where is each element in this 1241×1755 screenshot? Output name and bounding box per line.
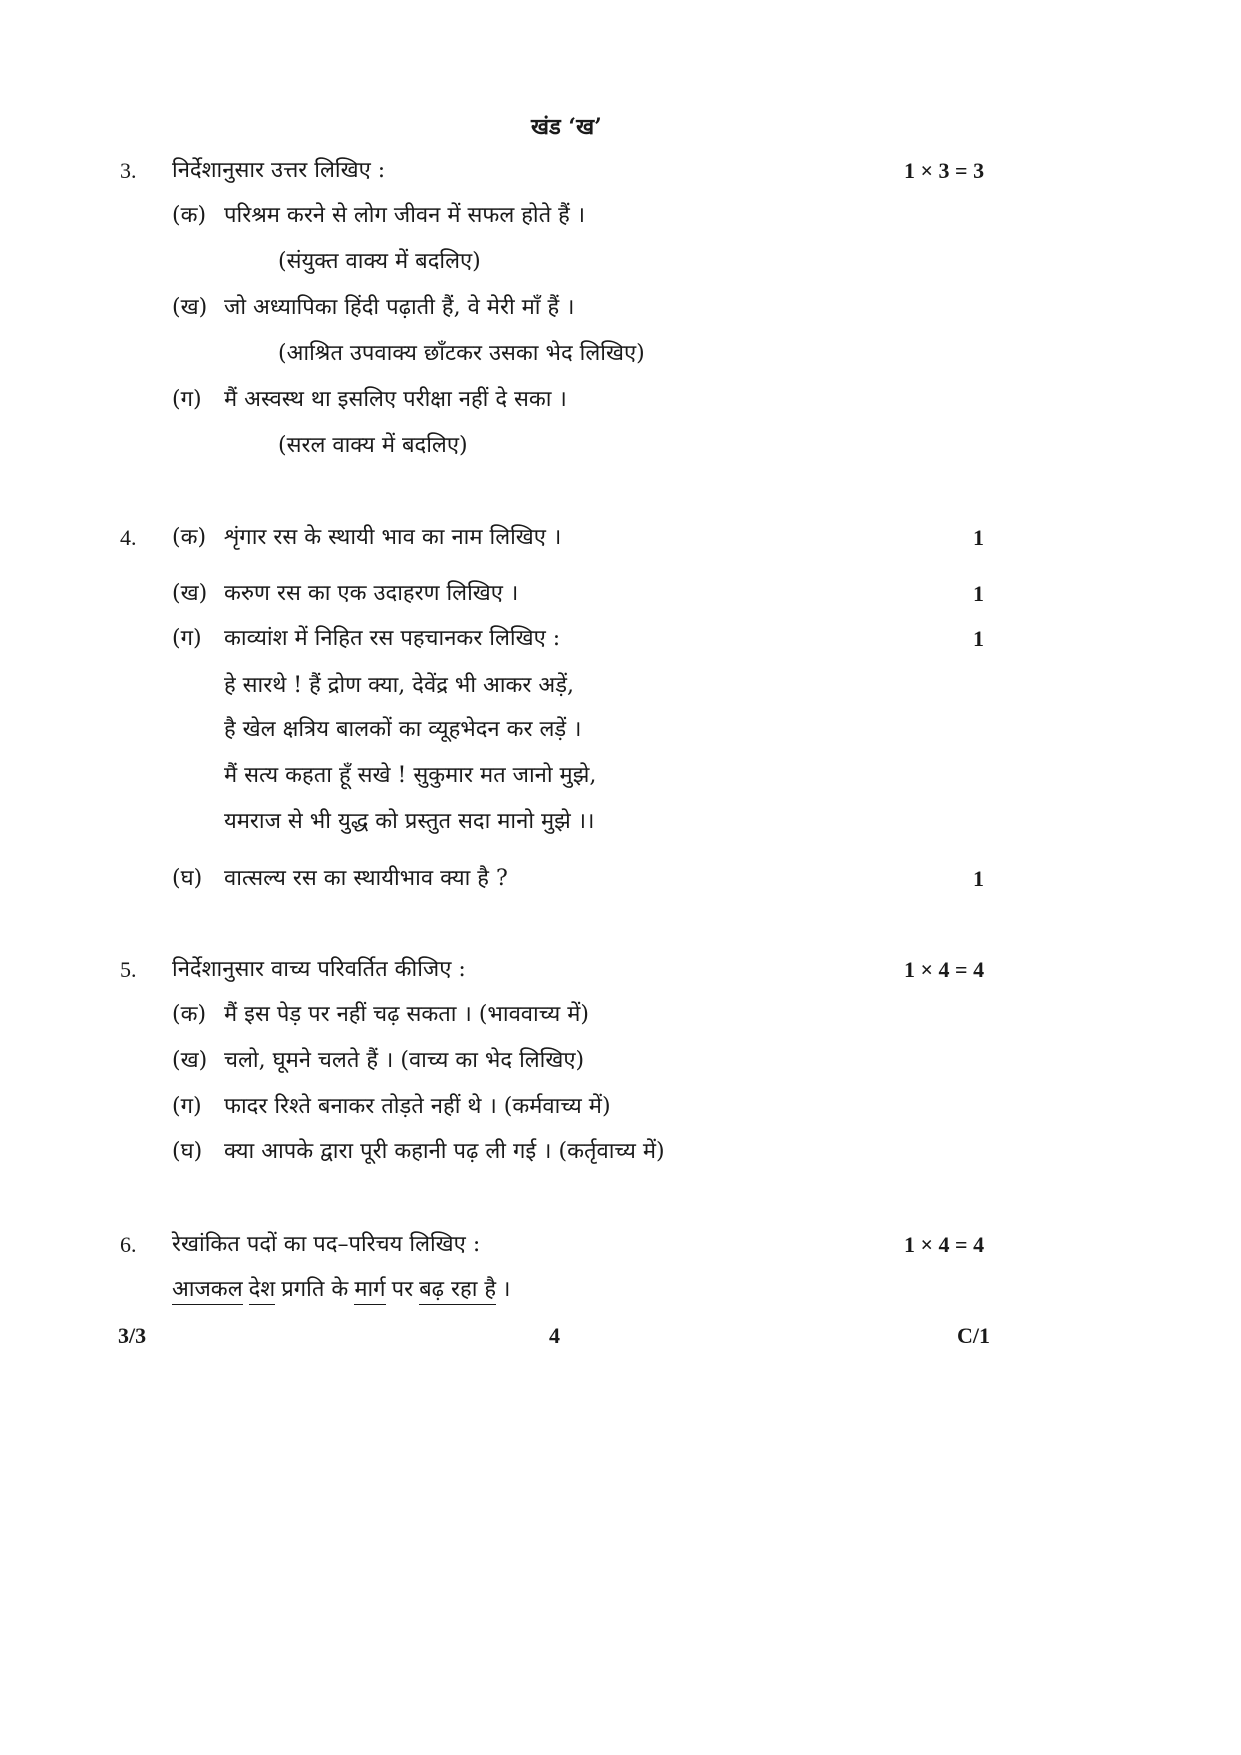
question-3-number: 3. (120, 158, 137, 183)
q4-part-g-label: (ग) (172, 626, 202, 651)
question-3-text: निर्देशानुसार उत्तर लिखिए : (172, 158, 386, 183)
q3-part-k-text: परिश्रम करने से लोग जीवन में सफल होते हैं । (224, 203, 586, 228)
question-5-text: निर्देशानुसार वाच्य परिवर्तित कीजिए : (172, 957, 466, 982)
q4-part-k-text: शृंगार रस के स्थायी भाव का नाम लिखिए । (224, 525, 562, 550)
q6-word-par: पर (391, 1277, 414, 1302)
poem-line-2: है खेल क्षत्रिय बालकों का व्यूहभेदन कर लड़ें । (224, 717, 582, 742)
q6-sentence-end: । (502, 1277, 511, 1302)
q5-part-gh-label: (घ) (172, 1139, 203, 1164)
q5-part-g-label: (ग) (172, 1094, 202, 1119)
q4-part-kh-label: (ख) (172, 581, 208, 606)
q4-part-gh-text: वात्सल्य रस का स्थायीभाव क्या है ? (224, 866, 508, 891)
q6-word-badh: बढ़ रहा है (419, 1277, 497, 1302)
q6-word-desh: देश (248, 1277, 276, 1302)
q6-word-ajkal: आजकल (172, 1277, 243, 1302)
q4-part-k-marks: 1 (973, 525, 984, 550)
q4-part-gh-marks: 1 (973, 866, 984, 891)
poem-line-4: यमराज से भी युद्ध को प्रस्तुत सदा मानो मुझे ।। (224, 809, 595, 834)
q5-part-k-label: (क) (172, 1002, 207, 1027)
q4-part-kh-text: करुण रस का एक उदाहरण लिखिए । (224, 581, 519, 606)
q6-underline-marg (354, 1304, 385, 1305)
question-4-number: 4. (120, 525, 137, 550)
footer-left: 3/3 (118, 1323, 147, 1348)
q5-part-kh-text: चलो, घूमने चलते हैं । (वाच्य का भेद लिखिए) (224, 1048, 585, 1073)
q5-part-kh-label: (ख) (172, 1048, 208, 1073)
q5-part-gh-text: क्या आपके द्वारा पूरी कहानी पढ़ ली गई । (कर्तृवाच्य में) (224, 1139, 665, 1164)
footer-page-number: 4 (549, 1323, 560, 1348)
q4-part-kh-marks: 1 (973, 581, 984, 606)
q6-word-marg: मार्ग (354, 1277, 386, 1302)
q6-word-pragati: प्रगति के (281, 1277, 349, 1302)
q3-part-kh-text: जो अध्यापिका हिंदी पढ़ाती हैं, वे मेरी माँ हैं । (224, 295, 575, 320)
q5-part-k-text: मैं इस पेड़ पर नहीं चढ़ सकता । (भाववाच्य में) (224, 1002, 589, 1027)
question-6-marks: 1 × 4 = 4 (904, 1232, 985, 1257)
q4-part-k-label: (क) (172, 525, 207, 550)
q5-part-g-text: फादर रिश्ते बनाकर तोड़ते नहीं थे । (कर्मवाच्य में) (224, 1094, 611, 1119)
question-5-number: 5. (120, 957, 137, 982)
q3-part-g-text: मैं अस्वस्थ था इसलिए परीक्षा नहीं दे सका । (224, 387, 567, 412)
question-6-number: 6. (120, 1232, 137, 1257)
q4-part-g-marks: 1 (973, 626, 984, 651)
footer-right: C/1 (957, 1323, 990, 1348)
q6-underline-ajkal (172, 1304, 243, 1305)
q4-part-gh-label: (घ) (172, 866, 203, 891)
question-5-marks: 1 × 4 = 4 (904, 957, 985, 982)
q6-underline-desh (249, 1304, 276, 1305)
question-3-marks: 1 × 3 = 3 (904, 158, 985, 183)
q3-part-kh-label: (ख) (172, 295, 208, 320)
poem-line-3: मैं सत्य कहता हूँ सखे ! सुकुमार मत जानो मुझे, (224, 763, 597, 788)
q6-underline-badh (419, 1304, 496, 1305)
q3-part-kh-instruction: (आश्रित उपवाक्य छाँटकर उसका भेद लिखिए) (278, 341, 645, 366)
question-6-text: रेखांकित पदों का पद–परिचय लिखिए : (172, 1232, 481, 1257)
q4-part-g-text: काव्यांश में निहित रस पहचानकर लिखिए : (224, 626, 561, 651)
poem-line-1: हे सारथे ! हैं द्रोण क्या, देवेंद्र भी आकर अड़ें, (224, 673, 574, 698)
q3-part-g-instruction: (सरल वाक्य में बदलिए) (278, 433, 468, 458)
q3-part-k-instruction: (संयुक्त वाक्य में बदलिए) (278, 249, 481, 274)
q3-part-k-label: (क) (172, 203, 207, 228)
section-heading: खंड ‘ख’ (531, 114, 602, 140)
q3-part-g-label: (ग) (172, 387, 202, 412)
